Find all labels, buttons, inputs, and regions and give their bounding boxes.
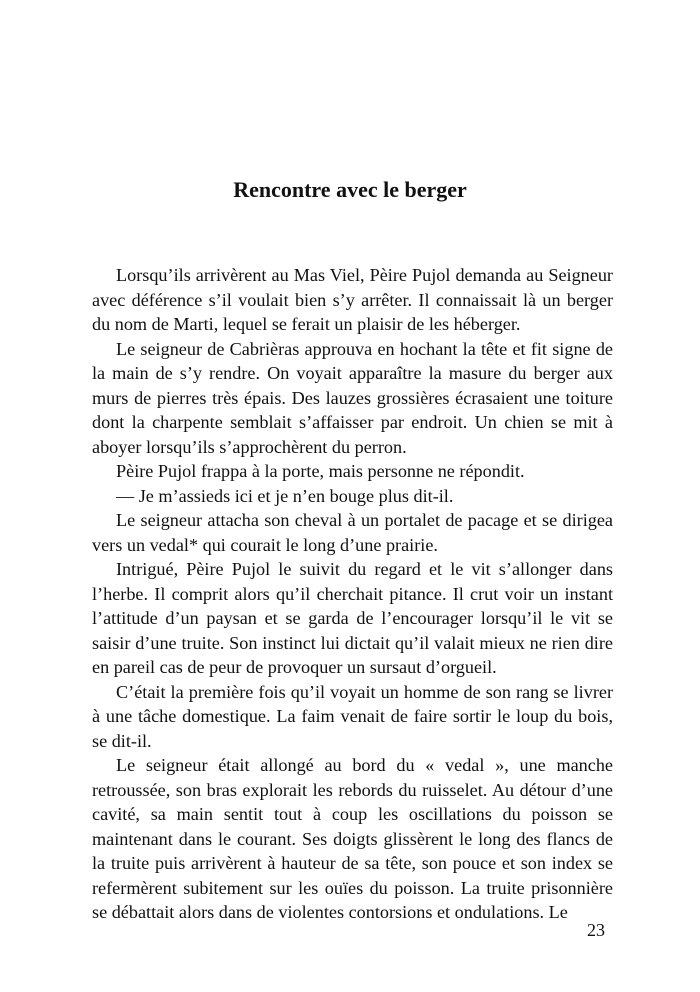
paragraph-1: Lorsqu’ils arrivèrent au Mas Viel, Pèire Pujol demanda au Seigneur avec déférence s’il voulait bien s’y arrêter. Il connaissait là un berger du nom de Marti, lequel se ferait un plaisir de les héberger. xyxy=(92,265,613,334)
chapter-title: Rencontre avec le berger xyxy=(233,177,467,202)
body-text xyxy=(92,263,613,925)
paragraph-4-dialogue: — Je m’assieds ici et je n’en bouge plus dit-il. xyxy=(116,485,454,506)
paragraph-2: Le seigneur de Cabrièras approuva en hochant la tête et fit signe de la main de s’y rendre. On voyait apparaître la masure du berger aux murs de pierres très épais. Des lauzes grossières écrasaient une toiture dont la charpente semblait s’affaisser par endroit. Un chien se mit à aboyer lorsqu’ils s’approchèrent du perron. xyxy=(92,338,613,457)
paragraph-8: Le seigneur était allongé au bord du « vedal », une manche retroussée, son bras explorait les rebords du ruisselet. Au détour d’une cavité, sa main sentit tout à coup les oscillations du poisson se maintenant dans le courant. Ses doigts glissèrent le long des flancs de la truite puis arrivèrent à hauteur de sa tête, son pouce et son index se refermèrent subitement sur les ouïes du poisson. La truite prisonnière se débattait alors dans de violentes contorsions et ondulations. Le xyxy=(92,755,613,922)
paragraph-3: Pèire Pujol frappa à la porte, mais personne ne répondit. xyxy=(116,461,525,481)
page-number: 23 xyxy=(587,920,605,940)
paragraph-6: Intrigué, Pèire Pujol le suivit du regard et le vit s’allonger dans l’herbe. Il comprit alors qu’il cherchait pitance. Il crut voir un instant l’attitude d’un paysan et se garda de l’encourager lorsqu’il le vit se saisir d’une truite. Son instinct lui dictait qu’il valait mieux ne rien dire en pareil cas de peur de provoquer un sursaut d’orgueil. xyxy=(92,559,613,677)
paragraph-7: C’était la première fois qu’il voyait un homme de son rang se livrer à une tâche domestique. La faim venait de faire sortir le loup du bois, se dit-il. xyxy=(92,681,613,751)
paragraph-5: Le seigneur attacha son cheval à un portalet de pacage et se dirigea vers un vedal* qui courait le long d’une prairie. xyxy=(92,510,613,555)
